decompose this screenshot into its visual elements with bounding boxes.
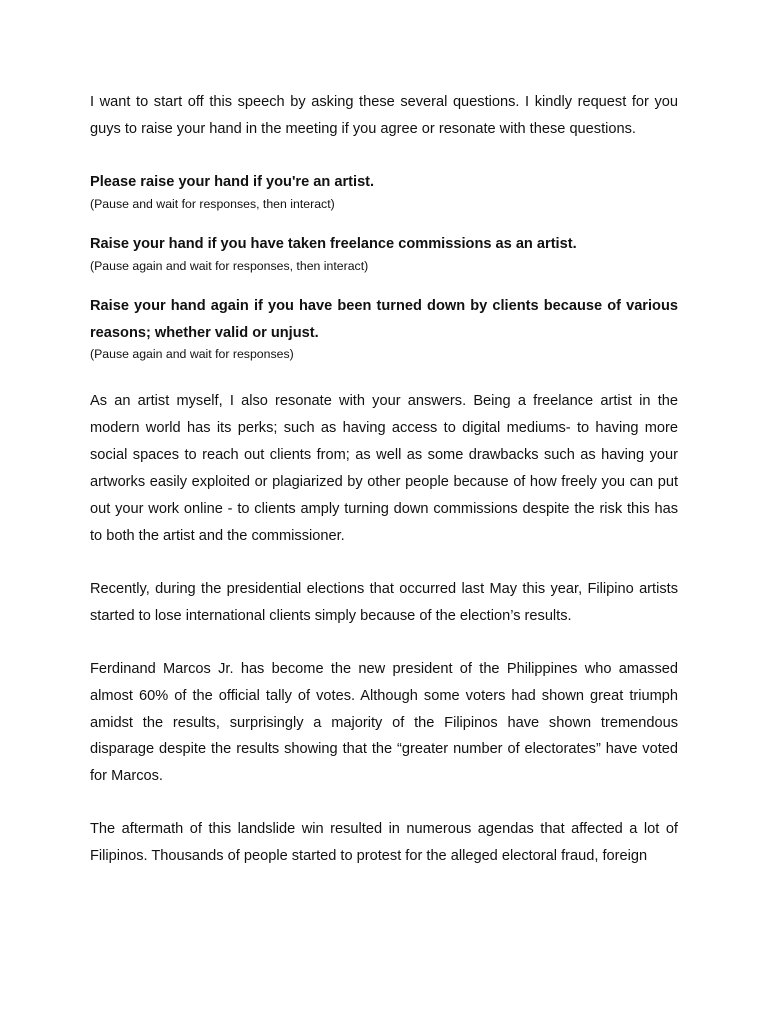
document-page [90,89,678,870]
question-3-note: (Pause again and wait for responses) [90,347,294,362]
question-3: Raise your hand again if you have been turned down by clients because of various reasons; whether valid or unjust. [90,297,678,341]
question-2-note: (Pause again and wait for responses, then interact) [90,258,369,273]
question-1-note: (Pause and wait for responses, then interact) [90,196,335,211]
body-paragraph-2: Recently, during the presidential elections that occurred last May this year, Filipino artists started to lose international clients simply because of the election’s results. [90,580,678,624]
question-1: Please raise your hand if you're an artist. [90,173,375,190]
body-paragraph-4: The aftermath of this landslide win resulted in numerous agendas that affected a lot of Filipinos. Thousands of people started to protest for the alleged electoral fraud, foreign [90,821,678,865]
body-paragraph-1: As an artist myself, I also resonate with your answers. Being a freelance artist in the modern world has its perks; such as having access to digital mediums- to having more social spaces to reach out clients from; as well as some drawbacks such as having your artworks easily exploited or plagiarized by other people because of how freely you can put out your work online - to clients amply turning down commissions despite the risk this has to both the artist and the commissioner. [90,393,678,544]
body-paragraph-3: Ferdinand Marcos Jr. has become the new president of the Philippines who amassed almost 60% of the official tally of votes. Although some voters had shown great triumph amidst the results, surprisingly a majority of the Filipinos have shown tremendous disparage despite the results showing that the “greater number of electorates” have voted for Marcos. [90,660,678,785]
intro-paragraph: I want to start off this speech by asking these several questions. I kindly request for you guys to raise your hand in the meeting if you agree or resonate with these questions. [90,94,678,137]
question-2: Raise your hand if you have taken freelance commissions as an artist. [90,235,577,252]
